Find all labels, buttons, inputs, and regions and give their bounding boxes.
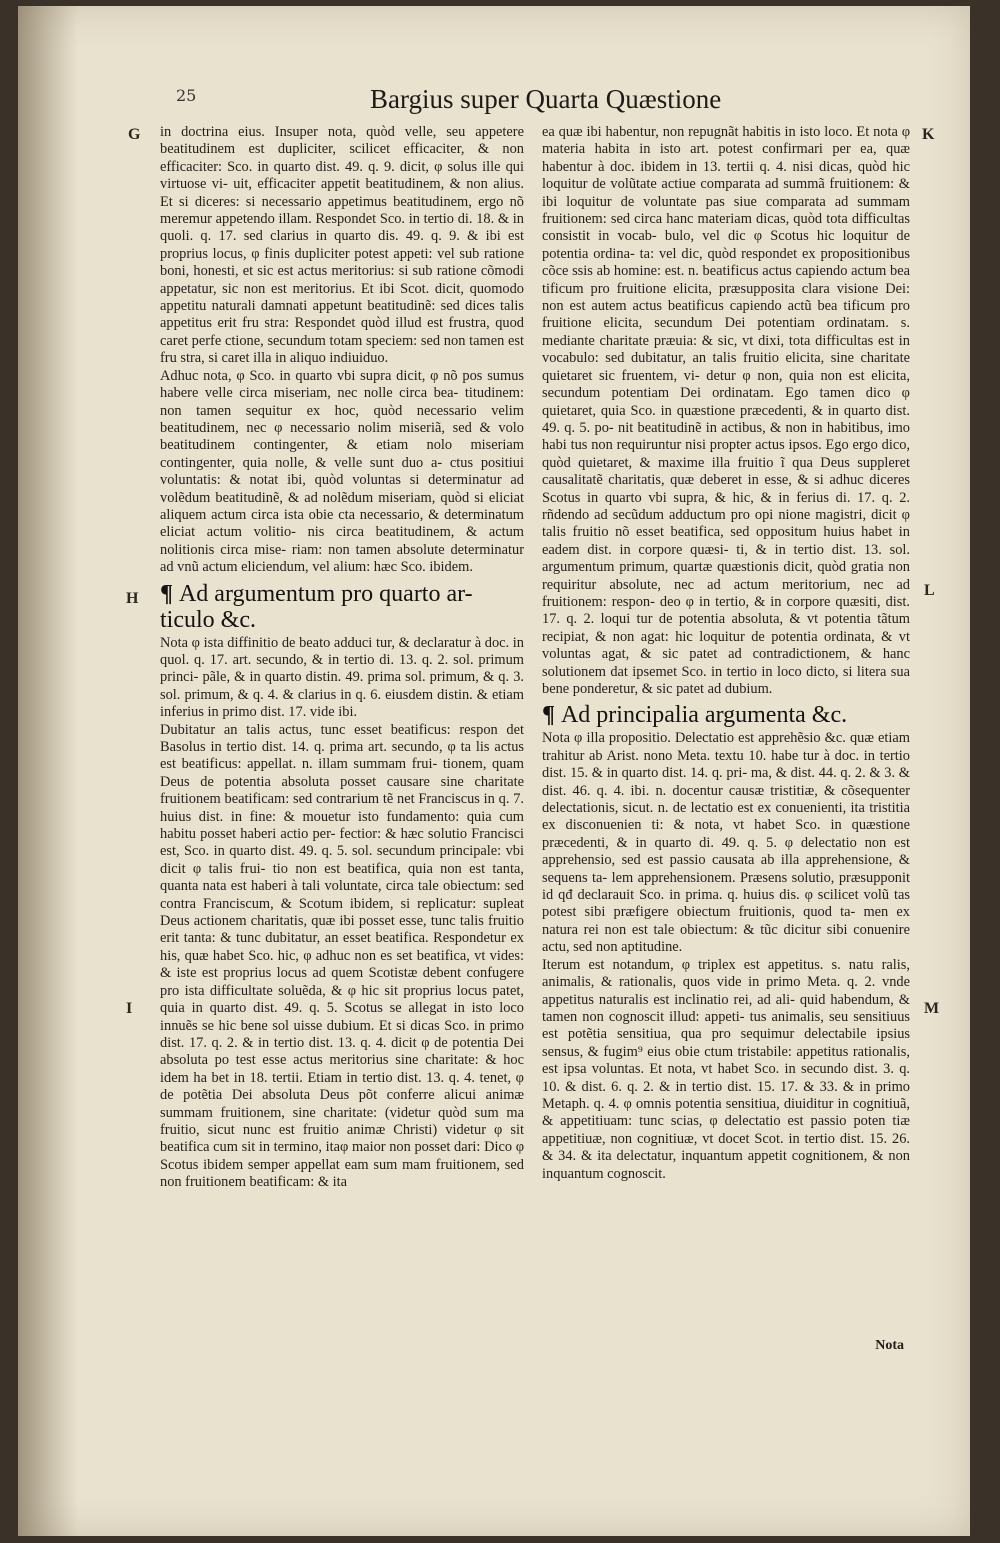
pilcrow-icon: ¶ xyxy=(160,580,173,607)
paragraph: Nota φ illa propositio. Delectatio est apprehẽsio &c. quæ etiam trahitur ab Arist. nono Meta. textu 10. habe tur à doc. in tertio dist. 15. & in quarto dist. 14. q. pri- ma, & dist. 44. q. 2. & 3. & dist. 46. q. 4. ibi. n. docentur causæ tristitiæ, & cõsequenter delectationis, sicut. n. de lectatio est ex conuenienti, ita tristitia ex disconuenien ti: & nota, vt habet Sco. in quæstione præcedenti, & in quarto di. 49. q. 5. φ delectatio non est apprehensio, sed est passio causata ab illa apprehensione, & sequens ta- lem apprehensionem. Præsens solutio, præsupponit id qđ declarauit Sco. in prima. q. huius dis. φ scilicet volũ tas potest sibi præfigere obiectum fruitionis, quod ta- men ex natura rei non est tale obiectum: & tũc dicitur sibi conuenire actu, sed non aptitudine. xyxy=(542,730,910,956)
paragraph: Iterum est notandum, φ triplex est appetitus. s. natu ralis, animalis, & rationalis, quos vide in primo Meta. q. 2. vnde appetitus naturalis est inclinatio rei, ad ali- quid habendum, & tamen non cognoscit illud: appeti- tus animalis, seu sensitiuus est potẽtia sensitiua, qua pro sequimur delectabile ipsius sensus, & fugim⁹ eius obie ctum tristabile: appetitus rationalis, est ipsa voluntas. Et nota, vt habet Sco. in secundo dist. 3. q. 10. & dist. 6. q. 2. & in tertio dist. 15. 17. & 33. & in primo Metaph. q. 4. φ omnis potentia sensitiua, diuiditur in cognitiuã, & appetitiuam: tunc scias, φ delectatio est passio poten tiæ appetitiuæ, non cognitiuæ, vt docet Scot. in tertio dist. 15. 26. & 34. & ita delectatur, inquantum appetit cognitionem, & non inquantum cognoscit. xyxy=(542,956,910,1182)
paragraph: Nota φ ista diffinitio de beato adduci tur, & declaratur à doc. in quol. q. 17. art. secundo, & in tertio di. 13. q. 2. sol. primum princi- pãle, & in quarto distin. 49. prima sol. primum, & q. 3. sol. primum, & q. 4. & clarius in q. 6. eiusdem distin. & etiam inferius in primo dist. 17. vide ibi. xyxy=(160,634,524,721)
margin-letter-i: I xyxy=(126,1000,133,1017)
section-heading-text: Ad principalia argumenta &c. xyxy=(560,702,848,729)
margin-letter-l: L xyxy=(924,582,935,599)
section-heading-text: Ad argumentum pro quarto ar- ticulo &c. xyxy=(160,580,473,633)
margin-letter-g: G xyxy=(128,126,141,143)
folio-number: 25 xyxy=(176,86,197,105)
paragraph: in doctrina eius. Insuper nota, quòd velle, seu appetere beatitudinem est dupliciter, scilicet efficaciter, & non efficaciter: Sco. in quarto dist. 49. q. 9. dicit, φ solus ille qui virtuose vi- uit, efficaciter appetit beatitudinem, & non alius. Et si diceres: si necessario appetimus beatitudinem, ergo nõ meremur appetendo illam. Respondet Sco. in tertio di. 18. & in quoli. q. 17. sed clarius in quarto dis. 49. q. 9. & ibi est proprius locus, φ finis dupliciter potest appeti: vel sub ratione boni, honesti, et sic est actus meritorius: si sub ratione cõmodi appetatur, sic non est meritorius. Et ibi Scot. dicit, quomodo appetitu naturali damnati appetunt beatitudinẽ: sed dices talis appetitus erit fru stra: Respondet quòd illud est frustra, quod caret perfe ctione, secundum totam speciem: sed non tamen est fru stra, si caret illa in aliquo indiuiduo. xyxy=(160,124,524,367)
pilcrow-icon: ¶ xyxy=(542,702,555,729)
running-head: Bargius super Quarta Quæstione xyxy=(370,84,722,114)
catchword: Nota xyxy=(875,1338,904,1353)
margin-letter-m: M xyxy=(924,1000,940,1017)
section-heading xyxy=(542,702,910,728)
paragraph: Dubitatur an talis actus, tunc esset beatificus: respon det Basolus in tertio dist. 14. q. prima art. secundo, φ ta lis actus est beatificus: appellat. n. illam summam frui- tionem, quam Deus de potentia absoluta posset causare sine charitate fruitionem beatificam: sed contrarium tẽ net Franciscus in q. 7. huius dist. in fine: & mouetur isto fundamento: quia cum habitu posset haberi actio per- fectior: & hæc solutio Francisci est, Sco. in quarto dist. 49. q. 5. sol. secundum principale: vbi dicit φ talis frui- tio non est beatifica, quia non est tanta, quanta nata est haberi à tali voluntate, circa tale obiectum: sed contra Franciscum, & Scotum ibidem, si replicatur: supleat Deus actionem charitatis, quæ ibi posset esse, tunc talis fruitio erit tanta: & tunc dubitatur, an esset beatifica. Respondetur ex his, quæ habet Sco. hic, φ adhuc non es set beatifica, vt vides: & iste est proprius locus ad quem Scotistæ debent confugere pro ista difficultate soluẽda, & φ hic sit proprius locus patet, quia in quarto dist. 49. q. 5. Scotus se allegat in isto loco innuẽs se hic bene sol uisse dubium. Et si dicas Sco. in primo dist. 17. q. 2. & in tertio dist. 13. q. 4. dicit φ de potentia Dei absoluta po test esse actus meritorius sine charitate: & hoc idem ha bet in 18. tertii. Etiam in tertio dist. 13. q. 4. tenet, φ de potẽtia Dei absoluta Deus põt conferre alicui animæ summam fruitionem, sine charitate: (videtur quòd sum ma fruitio, sicut nunc est fruitio animæ Christi) videtur φ sit beatifica cum sit in termino, itaφ maior non posset dari: Dico φ Scotus ibidem semper appellat eam sum mam fruitionem, sed non fruitionem beatificam: & ita xyxy=(160,721,524,1191)
margin-letter-h: H xyxy=(126,590,139,607)
paragraph: Adhuc nota, φ Sco. in quarto vbi supra dicit, φ nõ pos sumus habere velle circa miseriam, nec nolle circa bea- titudinem: non tamen sequitur ex hoc, quòd necessario velim beatitudinem, nec φ necessario nolim miseriã, sed & volo beatitudinem contingenter, & etiam nolo miseriam contingenter, quia nolle, & velle sunt duo a- ctus positiui voluntatis: & notat ibi, quòd voluntas si determinatur ad volẽdum beatitudinẽ, & ad nolẽdum miseriam, quòd si eliciat aliquem actum circa ista obie cta necessario, & determinatum eliciat actum volitio- nis circa beatitudinem, & actum nolitionis circa mise- riam: non tamen absolute determinatur ad vnũ actum eliciendum, vel alium: hæc Sco. ibidem. xyxy=(160,367,524,576)
left-text-column xyxy=(160,124,524,1192)
binding-gutter xyxy=(18,6,78,1536)
section-heading xyxy=(160,581,524,633)
paragraph: ea quæ ibi habentur, non repugnãt habitis in isto loco. Et nota φ materia habita in isto art. potest confirmari per ea, quæ habentur à doc. ibidem in 13. tertii q. 4. nisi dicas, quòd hic loquitur de volũtate actiue comparata ad summã fruitionem: & ibi loquitur de voluntate pas siue comparata ad summam fruitionem: sed circa hanc materiam dicas, quòd tota difficultas consistit in vocab- bulo, vel dic φ Scotus hic loquitur de potentia ordina- ta: vel dic, quòd respondet ex propositionibus cõce ssis ab homine: est. n. beatificus actus capiendo actum bea tificum pro fruitione elicita, præsupposita clara visione Dei: non est autem actus beatificus capiendo actũ bea tificum pro fruitione elicita, secundum Dei potentiam ordinatam. s. mediante charitate præuia: & sic, vt dixi, tota difficultas est in vocabulo: sed dubitatur, an talis fruitio elicita, sine charitate quietaret sic fruentem, vi- detur φ non, quia non est elicita, secundum potentiam Dei ordinatam. Ego tamen dico φ quietaret, quia Sco. in quæstione præcedenti, & in quarto dist. 49. q. 5. po- nit beatitudinẽ in actibus, & non in habitibus, imo habi tus non requiruntur nisi propter actus ipsos. Ego ergo dico, quòd quietaret, & maxime illa fruitio ĩ qua Deus suppleret causalitatẽ charitatis, quæ deberet in esse, & si adhuc diceres Scotus in quarto vbi supra, & hic, & in ferius di. 17. q. 2. rñdendo ad secũdum adductum pro opi nione magistri, dicit φ talis fruitio nõ esset beatifica, sed oppositum huius habet in eadem dist. in corpore quæsi- ti, & in tertio dist. 13. sol. argumentum primum, quartæ quæstionis dicit, quòd gratia non requiritur absolute, nec ad actum meritorium, nec ad fruitionem: respon- deo φ in tertio, & in corpore quæsiti, dist. 17. q. 2. loqui tur de potentia absoluta, & vt potentia tãtum recipiat, & non agat: hic loquitur de potentia ordinata, & vt voluntas agat, & sic patet ad contradictionem, & hanc solutionem dat ipsemet Sco. in tertio in loco dicto, si litera sua bene ponderetur, & sic patet ad dubium. xyxy=(542,124,910,697)
right-text-column xyxy=(542,124,910,1183)
margin-letter-k: K xyxy=(922,126,935,143)
